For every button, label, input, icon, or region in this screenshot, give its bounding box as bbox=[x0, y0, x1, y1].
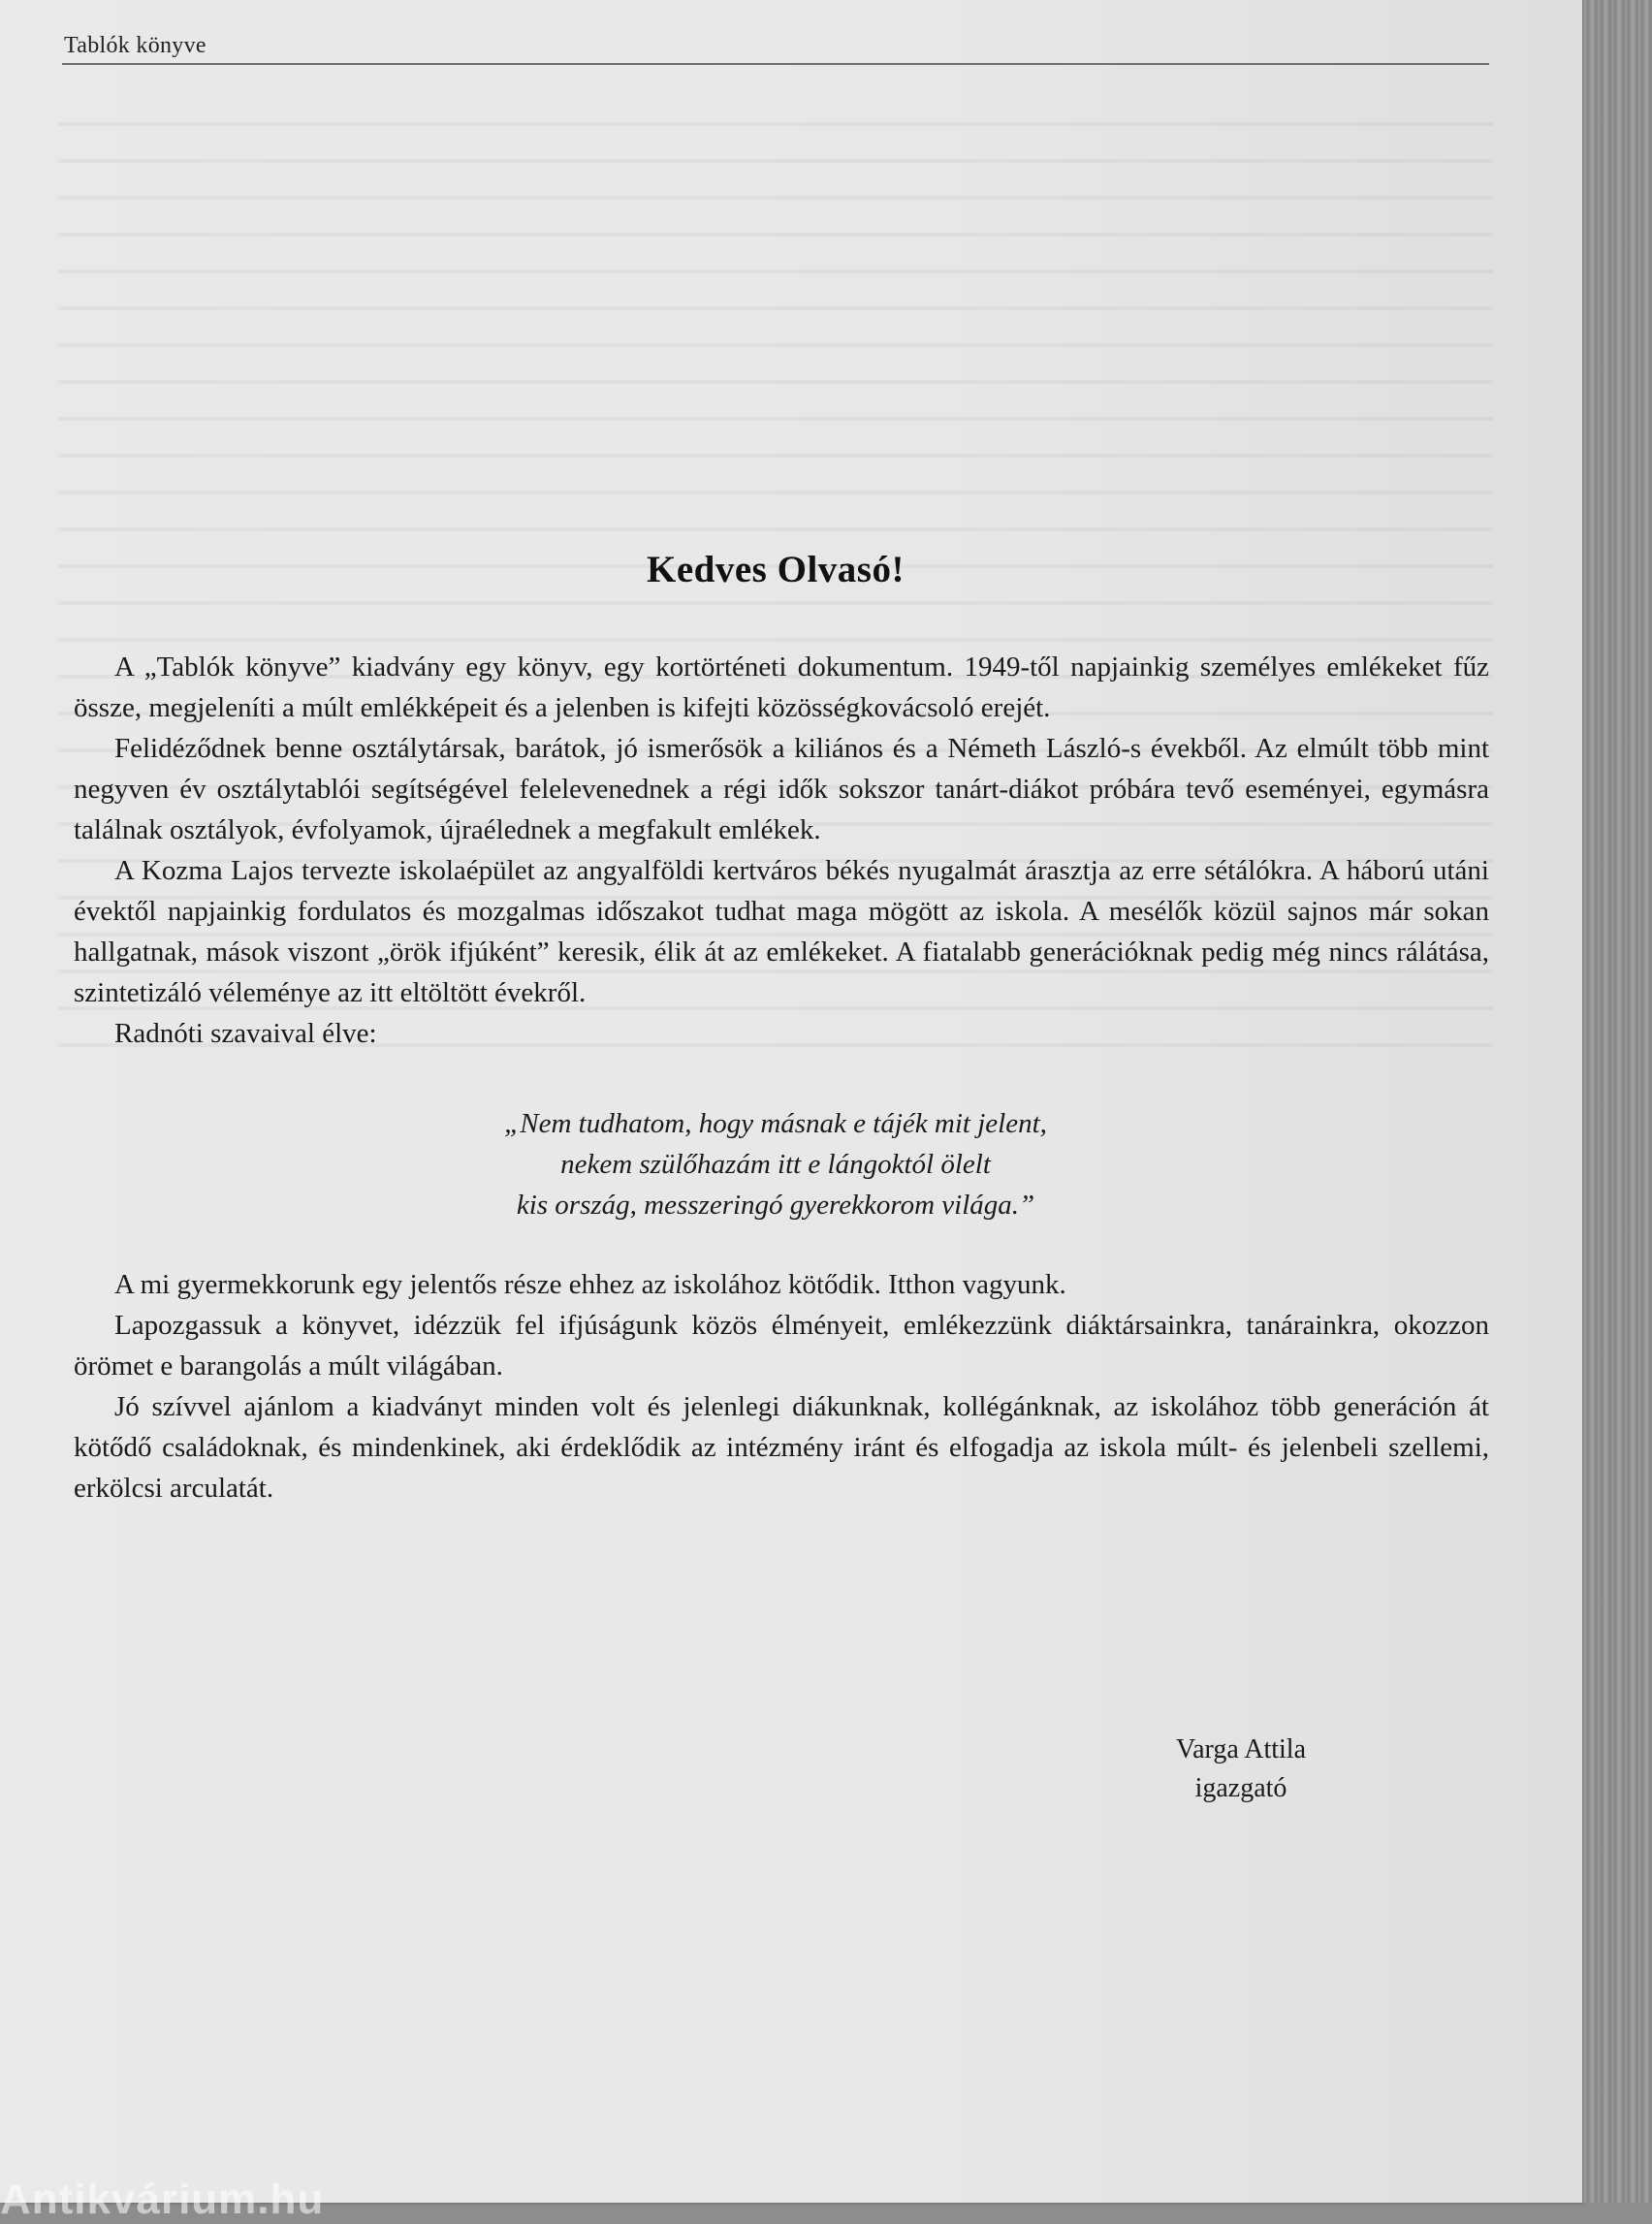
paragraph: A „Tablók könyve” kiadvány egy könyv, egy kortörténeti dokumentum. 1949-től napjainkig személyes emlékeket fűz össze, megjeleníti a múlt emlékképeit és a jelenben is kifejti közösségkovácsoló erejét. bbox=[74, 651, 1489, 723]
body-text-top bbox=[74, 647, 1489, 1054]
paragraph: Felidéződnek benne osztálytársak, barátok, jó ismerősök a kiliános és a Németh László-s évekből. Az elmúlt több mint negyven év osztálytablói segítségével felelevenednek a régi idők sokszor tanárt-diákot próbára tevő eseményei, egymásra találnak osztályok, évfolyamok, újraélednek a megfakult emlékek. bbox=[74, 733, 1489, 845]
paragraph: Radnóti szavaival élve: bbox=[114, 1018, 377, 1049]
paragraph: Lapozgassuk a könyvet, idézzük fel ifjúságunk közös élményeit, emlékezzünk diáktársainkra, tanárainkra, okozzon örömet e barangolás a múlt világában. bbox=[74, 1310, 1489, 1382]
running-head: Tablók könyve bbox=[64, 33, 206, 58]
poem-line: „Nem tudhatom, hogy másnak e tájék mit jelent, bbox=[504, 1108, 1047, 1139]
poem-line: kis ország, messzeringó gyerekkorom világa.” bbox=[516, 1190, 1035, 1221]
body-text-bottom bbox=[74, 1264, 1489, 1509]
poem-line: nekem szülőhazám itt e lángoktól ölelt bbox=[560, 1149, 991, 1180]
poem-quote bbox=[0, 1103, 1551, 1225]
header-rule bbox=[62, 63, 1489, 65]
page-title: Kedves Olvasó! bbox=[647, 549, 905, 590]
paragraph: Jó szívvel ajánlom a kiadványt minden volt és jelenlegi diákunknak, kollégánknak, az iskolához több generáción át kötődő családoknak, és mindenkinek, aki érdeklődik az intézmény iránt és elfogadja az iskola múlt- és jelenbeli szellemi, erkölcsi arculatát. bbox=[74, 1391, 1489, 1504]
signature-role: igazgató bbox=[1194, 1773, 1287, 1803]
watermark: Antikvárium.hu bbox=[0, 2176, 325, 2223]
signature-name: Varga Attila bbox=[1175, 1734, 1306, 1764]
paragraph: A Kozma Lajos tervezte iskolaépület az angyalföldi kertváros békés nyugalmát árasztja az erre sétálókra. A háború utáni évektől napjainkig fordulatos és mozgalmas időszakot tudhat maga mögött az iskola. A mesélők közül sajnos már sokan hallgatnak, mások viszont „örök ifjúként” keresik, élik át az emlékeket. A fiatalabb generációknak pedig még nincs rálátása, szintetizáló véleménye az itt eltöltött évekről. bbox=[74, 855, 1489, 1008]
signature-block bbox=[1047, 1731, 1435, 1808]
page-edge-stack bbox=[1582, 0, 1652, 2203]
paragraph: A mi gyermekkorunk egy jelentős része ehhez az iskolához kötődik. Itthon vagyunk. bbox=[114, 1269, 1066, 1300]
